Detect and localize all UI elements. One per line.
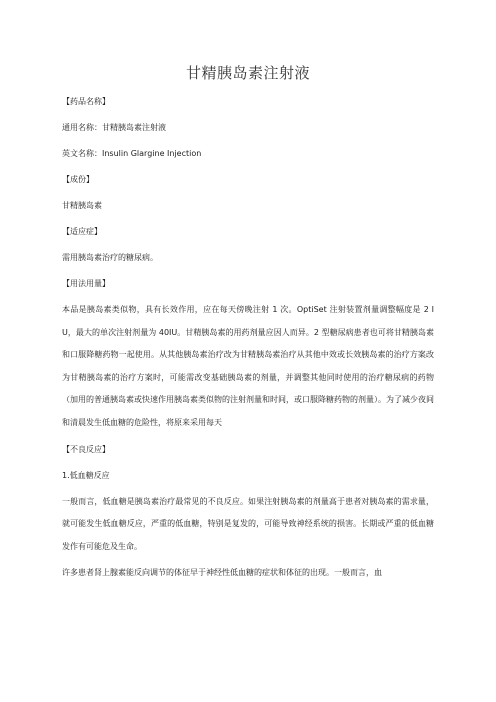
section-heading-dosage: 【用法用量】	[62, 279, 110, 288]
english-name-line: 英文名称：Insulin Glargine Injection	[62, 149, 202, 158]
section-heading-ingredients: 【成份】	[62, 175, 94, 184]
ingredients-line: 甘精胰岛素	[62, 201, 102, 210]
section-heading-indications: 【适应症】	[62, 227, 102, 236]
section-heading-drug-name: 【药品名称】	[62, 97, 110, 106]
indications-line: 需用胰岛素治疗的糖尿病。	[62, 253, 158, 262]
document-title: 甘精胰岛素注射液	[185, 64, 310, 82]
section-heading-adverse-reactions: 【不良反应】	[62, 444, 110, 454]
dosage-paragraph: 本品是胰岛素类似物，具有长效作用，应在每天傍晚注射 1 次。OptiSet 注射装置剂量调整幅度是 2 IU，最大的单次注射剂量为 40IU。甘精胰岛素的用药剂量应因人而异。2 型糖尿病患者也可将甘精胰岛素和口服降糖药物一起使用。从其他胰岛素治疗改为甘精胰岛素治疗从其他中效或长效胰岛素的治疗方案改为甘精胰岛素的治疗方案时，可能需改变基础胰岛素的剂量，并调整其他同时使用的治疗糖尿病的药物（加用的普通胰岛素或快速作用胰岛素类似物的注射剂量和时间，或口服降糖药物的剂量）。为了减少夜间和清晨发生低血糖的危险性，将原来采用每天	[62, 305, 434, 427]
subheading-hypoglycemia: 1.低血糖反应	[62, 470, 110, 480]
generic-name-line: 通用名称：甘精胰岛素注射液	[62, 123, 166, 132]
hypoglycemia-paragraph: 一般而言，低血糖是胰岛素治疗最常见的不良反应。如果注射胰岛素的剂量高于患者对胰岛素的需求量，就可能发生低血糖反应，严重的低血糖，特别是复发的，可能导致神经系统的损害。长期或严重的低血糖发作有可能危及生命。	[62, 496, 434, 551]
document-body	[62, 96, 434, 585]
adrenergic-paragraph: 许多患者肾上腺素能反向调节的体征早于神经性低血糖的症状和体征的出现。一般而言，血	[62, 568, 382, 578]
